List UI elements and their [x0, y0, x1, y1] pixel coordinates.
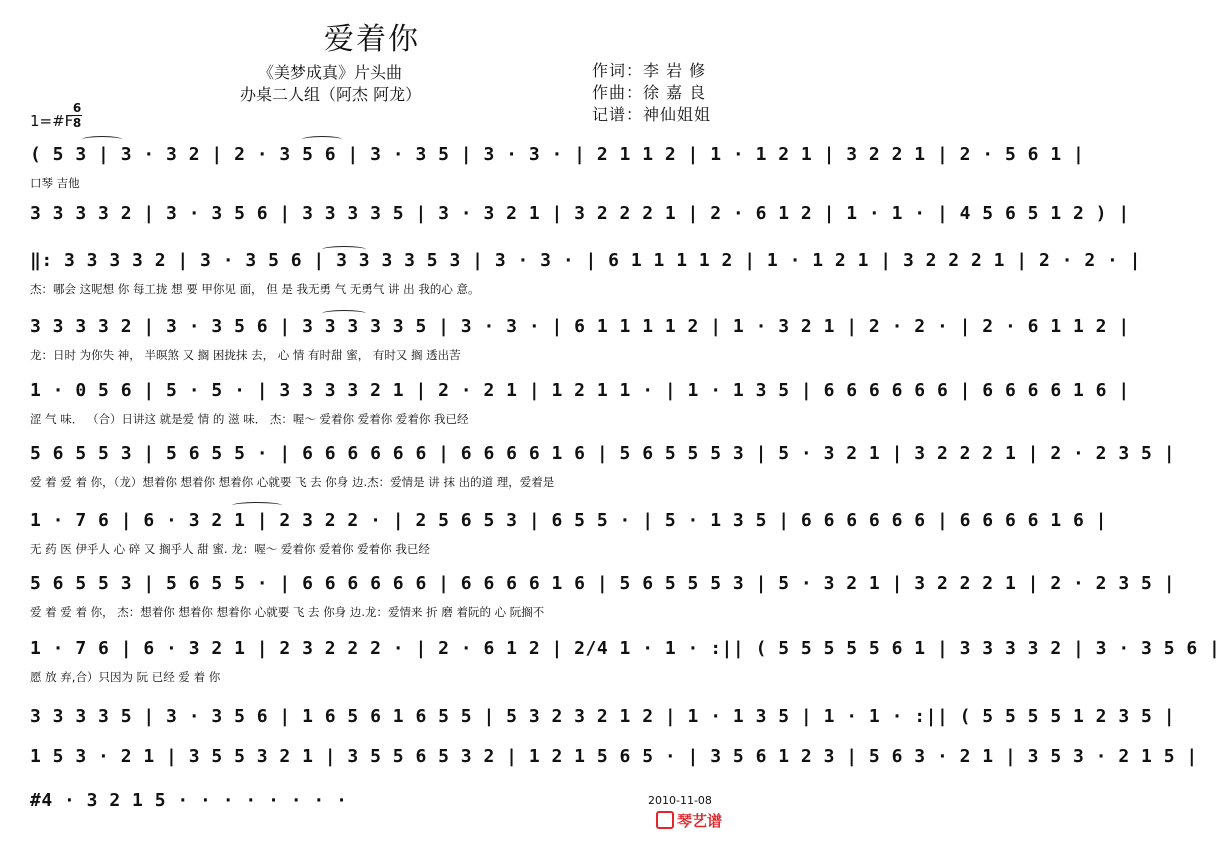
row-notes: 3 3 3 3 2 | 3 · 3 5 6 | 3 3 3 3 3 5 | 3 · 3 · | 6 1 1 1 1 2 | 1 · 3 2 1 | 2 · 2 · | 2 · 6 1 1 2 | — [30, 316, 1130, 337]
date-stamp: 2010-11-08 — [648, 794, 712, 807]
credit-lyricist: 作词：李 岩 修 — [592, 61, 707, 80]
row-notes: 5 6 5 5 3 | 5 6 5 5 · | 6 6 6 6 6 6 | 6 6 6 6 1 6 | 5 6 5 5 5 3 | 5 · 3 2 1 | 3 2 2 2 1 | 2 · 2 3 5 | — [30, 573, 1176, 594]
slur-arc — [302, 136, 342, 143]
row-notes: 3 3 3 3 5 | 3 · 3 5 6 | 1 6 5 6 1 6 5 5 | 5 3 2 3 2 1 2 | 1 · 1 3 5 | 1 · 1 · :|| ( 5 5 5 5 1 2 3 5 | — [30, 706, 1176, 727]
score-row-12 — [30, 790, 723, 846]
row-notes: #4 · 3 2 1 5 · · · · · · · · — [30, 790, 348, 811]
song-title: 爱着你 — [324, 22, 420, 57]
row-lyrics: 口琴 吉他 — [30, 176, 80, 190]
score-row-9 — [30, 638, 1220, 694]
logo-text: 琴艺谱 — [677, 812, 723, 830]
row-notes: 1 5 3 · 2 1 | 3 5 5 3 2 1 | 3 5 5 6 5 3 2 | 1 2 1 5 6 5 · | 3 5 6 1 2 3 | 5 6 3 · 2 1 | 3 5 3 · 2 1 5 | — [30, 746, 1198, 767]
row-lyrics: 杰：哪会 这呢想 你 每工拢 想 要 甲你见 面， 但 是 我无勇 气 无勇气 讲 出 我的心 意。 — [30, 282, 480, 296]
row-notes: ‖: 3 3 3 3 2 | 3 · 3 5 6 | 3 3 3 3 5 3 | 3 · 3 · | 6 1 1 1 1 2 | 1 · 1 2 1 | 3 2 2 2 1 | 2 · 2 · | — [30, 250, 1142, 271]
time-signature-top: 6 — [72, 101, 82, 115]
slur-arc — [232, 502, 282, 509]
logo-icon — [656, 811, 674, 829]
row-notes: 5 6 5 5 3 | 5 6 5 5 · | 6 6 6 6 6 6 | 6 6 6 6 1 6 | 5 6 5 5 5 3 | 5 · 3 2 1 | 3 2 2 2 1 | 2 · 2 3 5 | — [30, 443, 1176, 464]
slur-arc — [322, 246, 366, 253]
credit-transcriber: 记谱：神仙姐姐 — [592, 105, 712, 124]
row-lyrics: 无 药 医 伊乎人 心 碎 又 搁乎人 甜 蜜. 龙：喔～ 爱着你 爱着你 爱着你 我已经 — [30, 542, 430, 556]
row-notes: 1 · 0 5 6 | 5 · 5 · | 3 3 3 3 2 1 | 2 · 2 1 | 1 2 1 1 · | 1 · 1 3 5 | 6 6 6 6 6 6 | 6 6 6 6 1 6 | — [30, 380, 1130, 401]
key-signature: 1=#F — [30, 112, 74, 130]
row-notes: 1 · 7 6 | 6 · 3 2 1 | 2 3 2 2 · | 2 5 6 5 3 | 6 5 5 · | 5 · 1 3 5 | 6 6 6 6 6 6 | 6 6 6 6 1 6 | — [30, 510, 1108, 531]
subtitle-performers: 办桌二人组（阿杰 阿龙） — [240, 85, 422, 104]
row-lyrics: 涩 气 味． （合）日讲这 就是爱 情 的 滋 味． 杰：喔～ 爱着你 爱着你 爱着你 我已经 — [30, 412, 469, 426]
row-notes: 1 · 7 6 | 6 · 3 2 1 | 2 3 2 2 2 · | 2 · 6 1 2 | 2/4 1 · 1 · :|| ( 5 5 5 5 5 6 1 | 3 3 3 3 2 | 3 · 3 5 6 | — [30, 638, 1220, 659]
slur-arc — [82, 136, 122, 143]
score-row-3 — [30, 250, 1142, 306]
score-row-4 — [30, 316, 1130, 372]
score-row-8 — [30, 573, 1176, 629]
score-row-6 — [30, 443, 1176, 499]
score-row-5 — [30, 380, 1130, 436]
row-notes: 3 3 3 3 2 | 3 · 3 5 6 | 3 3 3 3 5 | 3 · 3 2 1 | 3 2 2 2 1 | 2 · 6 1 2 | 1 · 1 · | 4 5 6 5 1 2 ) | — [30, 203, 1130, 224]
row-lyrics: 爱 着 爱 着 你，（龙）想着你 想着你 想着你 心就要 飞 去 你身 边.杰：爱情是 讲 抹 出的道 理，爱着是 — [30, 475, 555, 489]
time-signature-bottom: 8 — [72, 116, 82, 130]
credit-composer: 作曲：徐 嘉 良 — [592, 83, 707, 102]
slur-arc — [322, 310, 366, 317]
row-notes: ( 5 3 | 3 · 3 2 | 2 · 3 5 6 | 3 · 3 5 | 3 · 3 · | 2 1 1 2 | 1 · 1 2 1 | 3 2 2 1 | 2 · 5 6 1 | — [30, 144, 1085, 165]
score-row-1 — [30, 144, 1085, 200]
site-logo — [656, 810, 722, 831]
subtitle-theme: 《美梦成真》片头曲 — [258, 63, 403, 82]
row-lyrics: 爱 着 爱 着 你， 杰：想着你 想着你 想着你 心就要 飞 去 你身 边.龙：爱情来 折 磨 着阮的 心 阮搁不 — [30, 605, 545, 619]
time-signature — [72, 102, 82, 129]
row-lyrics: 愿 放 弃,合）只因为 阮 已经 爱 着 你 — [30, 670, 221, 684]
row-lyrics: 龙：日时 为你失 神， 半暝煞 又 搁 困拢抹 去， 心 情 有时甜 蜜， 有时又 搁 透出苦 — [30, 348, 461, 362]
score-row-7 — [30, 510, 1108, 566]
